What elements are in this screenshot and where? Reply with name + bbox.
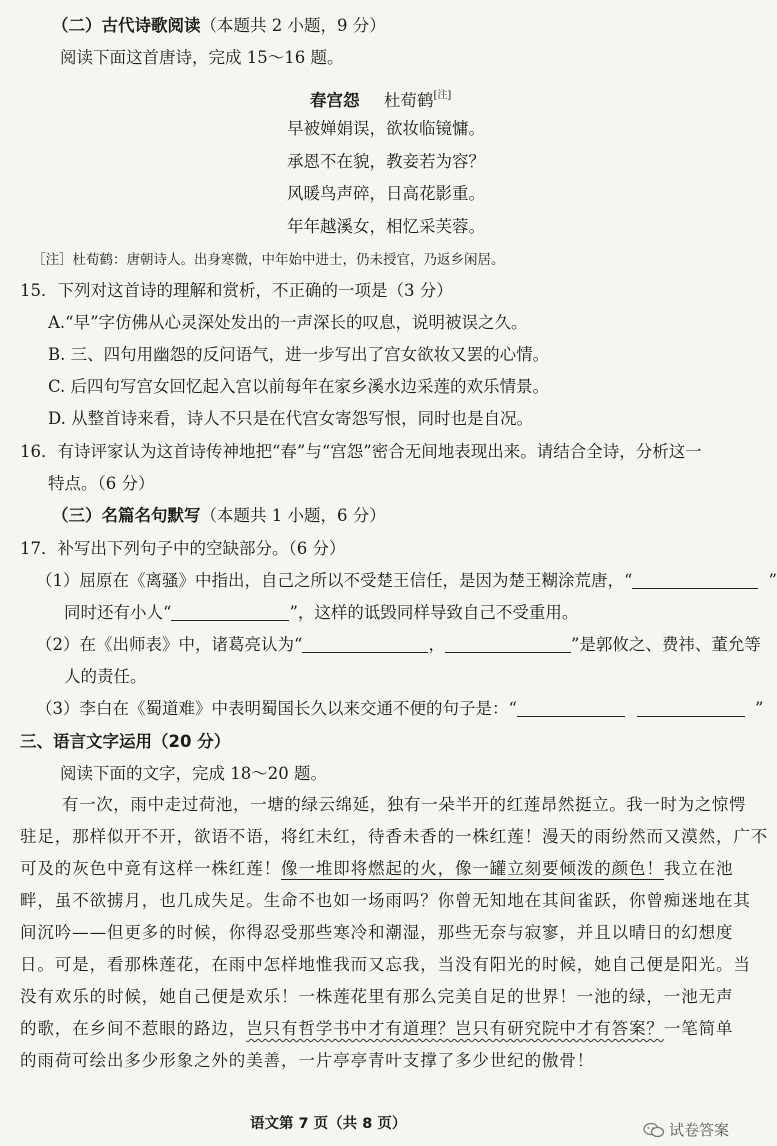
poem-note: ［注］杜荀鹤：唐朝诗人。出身寒微，中年始中进士，仍未授官，乃返乡闲居。: [32, 252, 505, 268]
q15-option-a: A.“早”字仿佛从心灵深处发出的一声深长的叹息，说明被误之久。: [48, 313, 528, 332]
q15-option-b: B. 三、四句用幽怨的反问语气，进一步写出了宫女欲妆又罢的心情。: [48, 345, 550, 364]
q17-stem: 17．补写出下列句子中的空缺部分。（6 分）: [20, 539, 346, 558]
q16-line-2: 特点。（6 分）: [48, 474, 155, 493]
q17-item-3: （3）李白在《蜀道难》中表明蜀国长久以来交通不便的句子是：“ ”: [36, 699, 764, 718]
watermark: 试卷答案: [643, 1119, 729, 1140]
poem-heading: [310, 84, 451, 113]
answer-blank[interactable]: [637, 699, 745, 717]
poem-note-mark: [注]: [433, 90, 452, 101]
q15-option-c: C. 后四句写宫女回忆起入宫以前每年在家乡溪水边采莲的欢乐情景。: [48, 377, 550, 396]
wechat-icon: [643, 1122, 665, 1138]
passage-line-5: 间沉吟——但更多的时候，你得忍受那些寒冷和潮湿，那些无奈与寂寥，并且以晴日的幻想度: [20, 923, 734, 942]
poem-line-2: 承恩不在貌，教妾若为容？: [287, 152, 485, 171]
poem-line-3: 风暖鸟声碎，日高花影重。: [287, 184, 485, 203]
passage-line-2: 驻足，那样似开不开，欲语不语，将红未红，待香未香的一株红莲！漫天的雨纷然而又漠然，广不: [20, 827, 769, 846]
passage-line-3: 可及的灰色中竟有这样一株红莲！像一堆即将燃起的火，像一罐立刻要倾泼的颜色！我立在池: [20, 859, 734, 878]
passage-line-6: 日。可是，看那株莲花，在雨中怎样地惟我而又忘我，当没有阳光的时候，她自己便是阳光。当: [20, 955, 751, 974]
poem-line-1: 早被婵娟误，欲妆临镜慵。: [287, 119, 485, 138]
passage-line-7: 没有欢乐的时候，她自己便是欢乐！一株莲花里有那么完美自足的世界！一池的绿，一池无声: [20, 987, 734, 1006]
poem-line-4: 年年越溪女，相忆采芙蓉。: [287, 217, 485, 236]
passage-line-4: 畔，虽不欲掳月，也几成失足。生命不也如一场雨吗？你曾无知地在其间雀跃，你曾痴迷地在其: [20, 891, 751, 910]
q17-item-1-line-2: 同时还有小人“ ”，这样的诋毁同样导致自己不受重用。: [64, 603, 579, 622]
section2-instruction: 阅读下面这首唐诗，完成 15～16 题。: [60, 48, 344, 67]
q17-item-2-line-2: 人的责任。: [64, 667, 147, 686]
passage-line-1: 有一次，雨中走过荷池，一塘的绿云绵延，独有一朵半开的红莲昂然挺立。我一时为之惊愕: [62, 795, 746, 814]
part3-heading: 三、语言文字运用（20 分）: [20, 732, 231, 751]
page-footer: 语文第 7 页（共 8 页）: [250, 1116, 407, 1132]
passage-line-9: 的雨荷可绘出多少形象之外的美善，一片亭亭青叶支撑了多少世纪的傲骨！: [20, 1051, 595, 1070]
section2-heading: （二）古代诗歌阅读（本题共 2 小题，9 分）: [52, 16, 386, 35]
q15-option-d: D. 从整首诗来看，诗人不只是在代宫女寄怨写恨，同时也是自况。: [48, 409, 534, 428]
q17-item-2-line-1: （2）在《出师表》中，诸葛亮认为“ ， ”是郭攸之、费祎、董允等: [36, 635, 761, 654]
answer-blank[interactable]: [632, 571, 758, 589]
section3-heading: （三）名篇名句默写（本题共 1 小题，6 分）: [52, 506, 386, 525]
passage-line-8: 的歌，在乡间不惹眼的路边，岂只有哲学书中才有道理？岂只有研究院中才有答案？一笔简单: [20, 1019, 734, 1038]
answer-blank[interactable]: [302, 635, 428, 653]
poem-author: 杜荀鹤: [384, 91, 434, 110]
q16-line-1: 16．有诗评家认为这首诗传神地把“春”与“宫怨”密合无间地表现出来。请结合全诗，分析这一: [20, 442, 702, 461]
answer-blank[interactable]: [517, 699, 625, 717]
answer-blank[interactable]: [445, 635, 571, 653]
wavy-underlined-sentence: 岂只有哲学书中才有道理？岂只有研究院中才有答案？: [246, 1019, 664, 1038]
part3-instruction: 阅读下面的文字，完成 18～20 题。: [60, 764, 327, 783]
underlined-sentence: 像一堆即将燃起的火，像一罐立刻要倾泼的颜色！: [281, 859, 664, 878]
answer-blank[interactable]: [171, 603, 289, 621]
q15-stem: 15．下列对这首诗的理解和赏析，不正确的一项是（3 分）: [20, 281, 453, 300]
poem-title: 春宫怨: [310, 91, 360, 110]
q17-item-1-line-1: （1）屈原在《离骚》中指出，自己之所以不受楚王信任，是因为楚王糊涂荒唐，“ ”: [36, 571, 777, 590]
